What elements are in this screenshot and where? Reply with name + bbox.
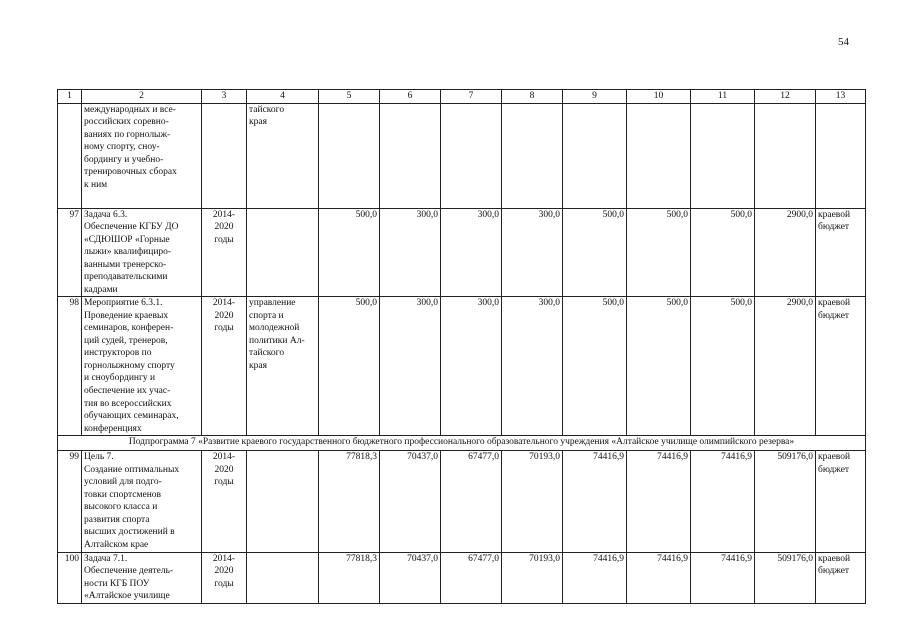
table-cell: 300,0 <box>502 208 563 297</box>
table-row <box>58 451 866 552</box>
table-cell: 2900,0 <box>755 208 816 297</box>
table-cell <box>563 103 627 208</box>
table-cell: 74416,9 <box>563 451 627 552</box>
table-cell: краевой бюджет <box>816 451 866 552</box>
table-cell: 77818,3 <box>319 451 380 552</box>
table-cell: 2014- 2020 годы <box>202 208 247 297</box>
table-cell: 99 <box>58 451 82 552</box>
table-row <box>58 552 866 603</box>
table-cell <box>247 552 319 603</box>
table-cell: 67477,0 <box>441 552 502 603</box>
table-cell: краевой бюджет <box>816 208 866 297</box>
table-cell: краевой бюджет <box>816 552 866 603</box>
table-cell: 97 <box>58 208 82 297</box>
table-cell: Цель 7. Создание оптимальных условий для подго- товки спортсменов высокого класса и развития спорта высших достижений в Алтайском крае <box>82 451 202 552</box>
table-cell: 500,0 <box>319 208 380 297</box>
table-cell: 70437,0 <box>380 451 441 552</box>
column-header: 13 <box>816 90 866 104</box>
table-cell: 74416,9 <box>627 552 691 603</box>
column-header: 9 <box>563 90 627 104</box>
header-row <box>58 90 866 104</box>
table-cell: 2014- 2020 годы <box>202 451 247 552</box>
column-header: 1 <box>58 90 82 104</box>
table-cell: 74416,9 <box>691 552 755 603</box>
table-cell <box>380 103 441 208</box>
table-cell <box>755 103 816 208</box>
table-cell <box>202 103 247 208</box>
table-cell: 70437,0 <box>380 552 441 603</box>
table-cell: Мероприятие 6.3.1. Проведение краевых семинаров, конферен- ций судей, тренеров, инструкторов по горнолыжному спорту и сноубордингу и обеспечение их учас- тия во всероссийских обучающих семинарах, конференциях <box>82 297 202 436</box>
table-cell: 500,0 <box>319 297 380 436</box>
column-header: 2 <box>82 90 202 104</box>
column-header: 10 <box>627 90 691 104</box>
table-cell: 300,0 <box>441 208 502 297</box>
column-header: 5 <box>319 90 380 104</box>
column-header: 6 <box>380 90 441 104</box>
table-cell: 500,0 <box>691 297 755 436</box>
table-cell: 74416,9 <box>691 451 755 552</box>
subprogram-title: Подпрограмма 7 «Развитие краевого государственного бюджетного профессионального образовательного учреждения «Алтайское училище олимпийского резерва» <box>58 436 866 451</box>
table-cell: 300,0 <box>380 297 441 436</box>
table-cell: Задача 6.3. Обеспечение КГБУ ДО «СДЮШОР «Горные лыжи» квалифициро- ванными тренерско- преподавательскими кадрами <box>82 208 202 297</box>
table-cell: 300,0 <box>502 297 563 436</box>
table-row <box>58 103 866 208</box>
table-cell: 300,0 <box>380 208 441 297</box>
table-cell: международных и все- российских соревно- ваниях по горнолыж- ному спорту, сноу- бордингу и учебно- тренировочных сборах к ним <box>82 103 202 208</box>
table-cell <box>58 103 82 208</box>
subprogram-row <box>58 436 866 451</box>
table-cell <box>816 103 866 208</box>
table-cell: Задача 7.1. Обеспечение деятель- ности КГБ ПОУ «Алтайское училище <box>82 552 202 603</box>
table-cell: 300,0 <box>441 297 502 436</box>
table-cell: управление спорта и молодежной политики Ал- тайского края <box>247 297 319 436</box>
table-cell: 500,0 <box>563 208 627 297</box>
table-cell: 500,0 <box>627 297 691 436</box>
table-cell <box>247 208 319 297</box>
table-cell: 74416,9 <box>627 451 691 552</box>
column-header: 3 <box>202 90 247 104</box>
table-cell: 509176,0 <box>755 552 816 603</box>
table-cell <box>691 103 755 208</box>
column-header: 12 <box>755 90 816 104</box>
column-header: 11 <box>691 90 755 104</box>
program-table <box>57 89 866 604</box>
page-number: 54 <box>838 36 849 48</box>
table-cell: 500,0 <box>563 297 627 436</box>
table-cell: 2900,0 <box>755 297 816 436</box>
table-cell <box>502 103 563 208</box>
table-cell: 98 <box>58 297 82 436</box>
table-cell: 509176,0 <box>755 451 816 552</box>
table-cell <box>627 103 691 208</box>
table-row <box>58 208 866 297</box>
table-cell: 500,0 <box>627 208 691 297</box>
table-cell: 2014- 2020 годы <box>202 297 247 436</box>
table-cell: 74416,9 <box>563 552 627 603</box>
column-header: 4 <box>247 90 319 104</box>
column-header: 8 <box>502 90 563 104</box>
table-row <box>58 297 866 436</box>
table-cell: 77818,3 <box>319 552 380 603</box>
table-cell <box>247 451 319 552</box>
table-cell: краевой бюджет <box>816 297 866 436</box>
table-cell <box>319 103 380 208</box>
table-cell: тайского края <box>247 103 319 208</box>
column-header: 7 <box>441 90 502 104</box>
table-cell <box>441 103 502 208</box>
table-cell: 100 <box>58 552 82 603</box>
table-cell: 70193,0 <box>502 451 563 552</box>
table-cell: 67477,0 <box>441 451 502 552</box>
table-cell: 70193,0 <box>502 552 563 603</box>
table-cell: 500,0 <box>691 208 755 297</box>
table-cell: 2014- 2020 годы <box>202 552 247 603</box>
